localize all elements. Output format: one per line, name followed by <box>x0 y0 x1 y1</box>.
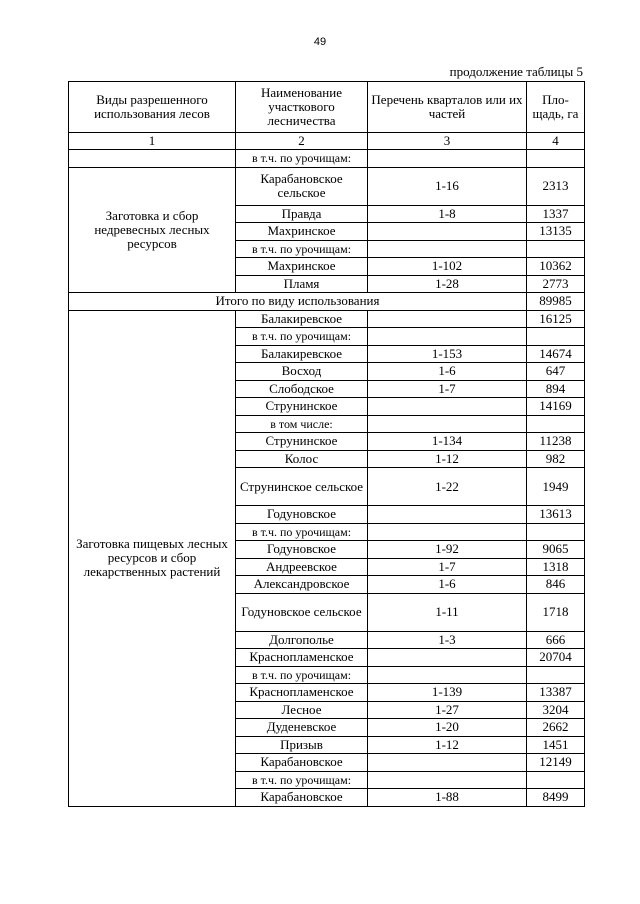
table-header-row <box>69 82 585 133</box>
quarters-cell: 1-20 <box>368 719 527 737</box>
quarters-cell: 1-11 <box>368 593 527 631</box>
area-cell: 2773 <box>527 275 585 293</box>
forestry-cell: в т.ч. по урочищам: <box>236 150 368 168</box>
area-cell: 894 <box>527 380 585 398</box>
forestry-cell: Призыв <box>236 736 368 754</box>
forestry-cell: в т.ч. по урочищам: <box>236 523 368 541</box>
forestry-cell: Андреевское <box>236 558 368 576</box>
forest-use-table <box>68 81 585 807</box>
area-cell: 982 <box>527 450 585 468</box>
area-cell: 9065 <box>527 541 585 559</box>
forestry-cell: Пламя <box>236 275 368 293</box>
header-quarters: Перечень кварталов или их частей <box>368 82 527 133</box>
quarters-cell: 1-88 <box>368 789 527 807</box>
area-cell <box>527 328 585 346</box>
quarters-cell: 1-3 <box>368 631 527 649</box>
quarters-cell: 1-6 <box>368 363 527 381</box>
forestry-cell: в т.ч. по урочищам: <box>236 240 368 258</box>
area-cell: 13387 <box>527 684 585 702</box>
quarters-cell: 1-12 <box>368 450 527 468</box>
quarters-cell <box>368 771 527 789</box>
table-row <box>69 310 585 328</box>
area-cell: 2662 <box>527 719 585 737</box>
area-cell: 14169 <box>527 398 585 416</box>
quarters-cell: 1-102 <box>368 258 527 276</box>
forestry-cell: Александровское <box>236 576 368 594</box>
area-cell: 20704 <box>527 649 585 667</box>
area-cell: 666 <box>527 631 585 649</box>
area-cell: 1949 <box>527 468 585 506</box>
forestry-cell: Краснопламенское <box>236 684 368 702</box>
area-cell: 11238 <box>527 433 585 451</box>
forestry-cell: в т.ч. по урочищам: <box>236 666 368 684</box>
column-number-row <box>69 133 585 150</box>
area-cell: 13135 <box>527 223 585 241</box>
forestry-cell: Струнинское сельское <box>236 468 368 506</box>
total-area: 89985 <box>527 293 585 311</box>
forestry-cell: Струнинское <box>236 398 368 416</box>
quarters-cell: 1-22 <box>368 468 527 506</box>
column-number: 2 <box>236 133 368 150</box>
quarters-cell: 1-134 <box>368 433 527 451</box>
forestry-cell: Струнинское <box>236 433 368 451</box>
quarters-cell <box>368 150 527 168</box>
quarters-cell <box>368 398 527 416</box>
table-row <box>69 167 585 205</box>
quarters-cell: 1-27 <box>368 701 527 719</box>
area-cell: 14674 <box>527 345 585 363</box>
area-cell: 647 <box>527 363 585 381</box>
category-cell: Заготовка пищевых лесных ресурсов и сбор лекарственных растений <box>69 310 236 806</box>
forestry-cell: Балакиревское <box>236 310 368 328</box>
quarters-cell: 1-12 <box>368 736 527 754</box>
quarters-cell: 1-6 <box>368 576 527 594</box>
forestry-cell: Карабановское сельское <box>236 167 368 205</box>
quarters-cell <box>368 415 527 433</box>
quarters-cell: 1-139 <box>368 684 527 702</box>
quarters-cell <box>368 328 527 346</box>
forestry-cell: Краснопламенское <box>236 649 368 667</box>
forestry-cell: Годуновское сельское <box>236 593 368 631</box>
area-cell: 2313 <box>527 167 585 205</box>
area-cell: 13613 <box>527 506 585 524</box>
quarters-cell: 1-153 <box>368 345 527 363</box>
category-cell: Заготовка и сбор недревесных лесных ресурсов <box>69 167 236 293</box>
quarters-cell: 1-8 <box>368 205 527 223</box>
forestry-cell: Дуденевское <box>236 719 368 737</box>
forestry-cell: Долгополье <box>236 631 368 649</box>
area-cell <box>527 523 585 541</box>
forestry-cell: Балакиревское <box>236 345 368 363</box>
forestry-cell: Карабановское <box>236 789 368 807</box>
area-cell: 8499 <box>527 789 585 807</box>
column-number: 4 <box>527 133 585 150</box>
area-cell <box>527 150 585 168</box>
forestry-cell: Карабановское <box>236 754 368 772</box>
forestry-cell: в том числе: <box>236 415 368 433</box>
quarters-cell <box>368 523 527 541</box>
forestry-cell: Колос <box>236 450 368 468</box>
header-area: Пло-щадь, га <box>527 82 585 133</box>
quarters-cell <box>368 240 527 258</box>
quarters-cell <box>368 506 527 524</box>
area-cell: 846 <box>527 576 585 594</box>
area-cell: 1451 <box>527 736 585 754</box>
area-cell <box>527 240 585 258</box>
forestry-cell: Правда <box>236 205 368 223</box>
area-cell <box>527 666 585 684</box>
table-continuation-caption: продолжение таблицы 5 <box>449 64 583 79</box>
table-row <box>69 150 585 168</box>
column-number: 3 <box>368 133 527 150</box>
area-cell: 12149 <box>527 754 585 772</box>
page-number: 49 <box>313 36 327 48</box>
column-number: 1 <box>69 133 236 150</box>
header-forestry: Наименование участкового лесничества <box>236 82 368 133</box>
area-cell: 10362 <box>527 258 585 276</box>
area-cell <box>527 415 585 433</box>
quarters-cell: 1-16 <box>368 167 527 205</box>
forestry-cell: Слободское <box>236 380 368 398</box>
quarters-cell <box>368 649 527 667</box>
forestry-cell: Годуновское <box>236 506 368 524</box>
quarters-cell <box>368 666 527 684</box>
total-label: Итого по виду использования <box>69 293 527 311</box>
forestry-cell: Годуновское <box>236 541 368 559</box>
forestry-cell: Махринское <box>236 223 368 241</box>
quarters-cell <box>368 754 527 772</box>
category-cell-empty <box>69 150 236 168</box>
forestry-cell: в т.ч. по урочищам: <box>236 328 368 346</box>
area-cell: 3204 <box>527 701 585 719</box>
area-cell: 1318 <box>527 558 585 576</box>
quarters-cell <box>368 310 527 328</box>
forestry-cell: Лесное <box>236 701 368 719</box>
total-row <box>69 293 585 311</box>
quarters-cell: 1-92 <box>368 541 527 559</box>
area-cell <box>527 771 585 789</box>
quarters-cell: 1-7 <box>368 558 527 576</box>
forestry-cell: Восход <box>236 363 368 381</box>
header-use-type: Виды разрешенного использования лесов <box>69 82 236 133</box>
area-cell: 1718 <box>527 593 585 631</box>
quarters-cell <box>368 223 527 241</box>
forestry-cell: Махринское <box>236 258 368 276</box>
area-cell: 1337 <box>527 205 585 223</box>
quarters-cell: 1-7 <box>368 380 527 398</box>
forestry-cell: в т.ч. по урочищам: <box>236 771 368 789</box>
area-cell: 16125 <box>527 310 585 328</box>
quarters-cell: 1-28 <box>368 275 527 293</box>
